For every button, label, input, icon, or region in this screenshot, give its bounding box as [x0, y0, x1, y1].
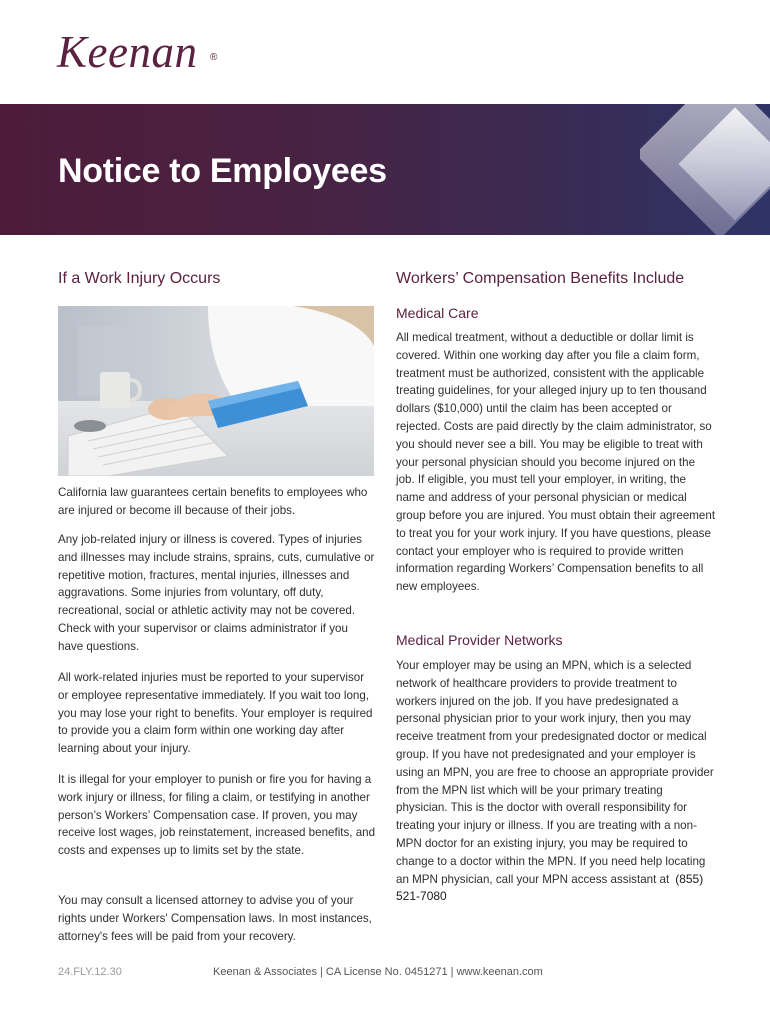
left-paragraph-1: California law guarantees certain benefits to employees who are injured or become ill because of their jobs. [58, 486, 368, 517]
left-paragraph-3: All work-related injuries must be reported to your supervisor or employee representative immediately. If you wait too long, you may lose your right to benefits. Your employer is required to provide you a claim form within one working day after learning about your injury. [58, 671, 373, 756]
injured-worker-photo [58, 306, 374, 476]
left-paragraph-4: It is illegal for your employer to punish or fire you for having a work injury or illness, for filing a claim, or testifying in another person’s Workers’ Compensation case. If proven, you may receive lost wages, job reinstatement, increased benefits, and costs and expenses up to limits set by the state. [58, 773, 376, 858]
left-paragraph-2: Any job-related injury or illness is covered. Types of injuries and illnesses may include strains, sprains, cuts, cumulative or repetitive motion, fractures, mental injuries, illnesses and aggravations. Some injuries from voluntary, off duty, recreational, social or athletic activity may not be covered. Check with your supervisor or claims administrator if you have questions. [58, 533, 375, 653]
left-heading: If a Work Injury Occurs [58, 270, 221, 287]
medical-care-title: Medical Care [396, 305, 479, 321]
left-paragraph-5: You may consult a licensed attorney to advise you of your rights under Workers' Compensation laws. In most instances, attorney's fees will be paid from your recovery. [58, 894, 372, 943]
mpn-body: Your employer may be using an MPN, which is a selected network of healthcare providers to provide treatment to workers injured on the job. If you have predesignated a personal physician prior to your work injury, then you may receive treatment from your predesignated doctor or medical group. If you have not predesignated and your employer is using an MPN, you are free to choose an appropriate provider from the MPN list which will be your primary treating physician. This is the doctor with overall responsibility for treating your injury or illness. If you are treating with a non-MPN doctor for an existing injury, you may be required to change to a doctor within the MPN. If you need help locating an MPN physician, call your MPN access assistant at [396, 659, 714, 886]
footer-company-info: Keenan & Associates | CA License No. 0451271 | www.keenan.com [213, 966, 543, 978]
registered-mark: ® [210, 52, 218, 63]
document-code: 24.FLY.12.30 [58, 966, 122, 978]
right-heading: Workers’ Compensation Benefits Include [396, 270, 685, 287]
keenan-logo: Keenan [57, 27, 198, 77]
mpn-phone-number[interactable]: (855) 521-7080 [396, 871, 704, 904]
mpn-text [396, 657, 716, 906]
mpn-title: Medical Provider Networks [396, 632, 563, 648]
banner-decoration [640, 104, 770, 235]
medical-care-text: All medical treatment, without a deductible or dollar limit is covered. Within one working day after you file a claim form, treatment must be authorized, consistent with the applicable treating guidelines, for your alleged injury up to ten thousand dollars ($10,000) until the claim has been accepted or rejected. Costs are paid directly by the claim administrator, so you should never see a bill. You may be eligible to treat with your personal physician should you become injured on the job. If eligible, you must tell your employer, in writing, the name and address of your personal physician or medical group before you are injured. You must obtain their agreement to treat you for your work injury. If you have questions, please contact your employer who is required to provide written information regarding Workers’ Compensation benefits to all new employees. [396, 331, 716, 594]
page-title: Notice to Employees [58, 152, 387, 190]
